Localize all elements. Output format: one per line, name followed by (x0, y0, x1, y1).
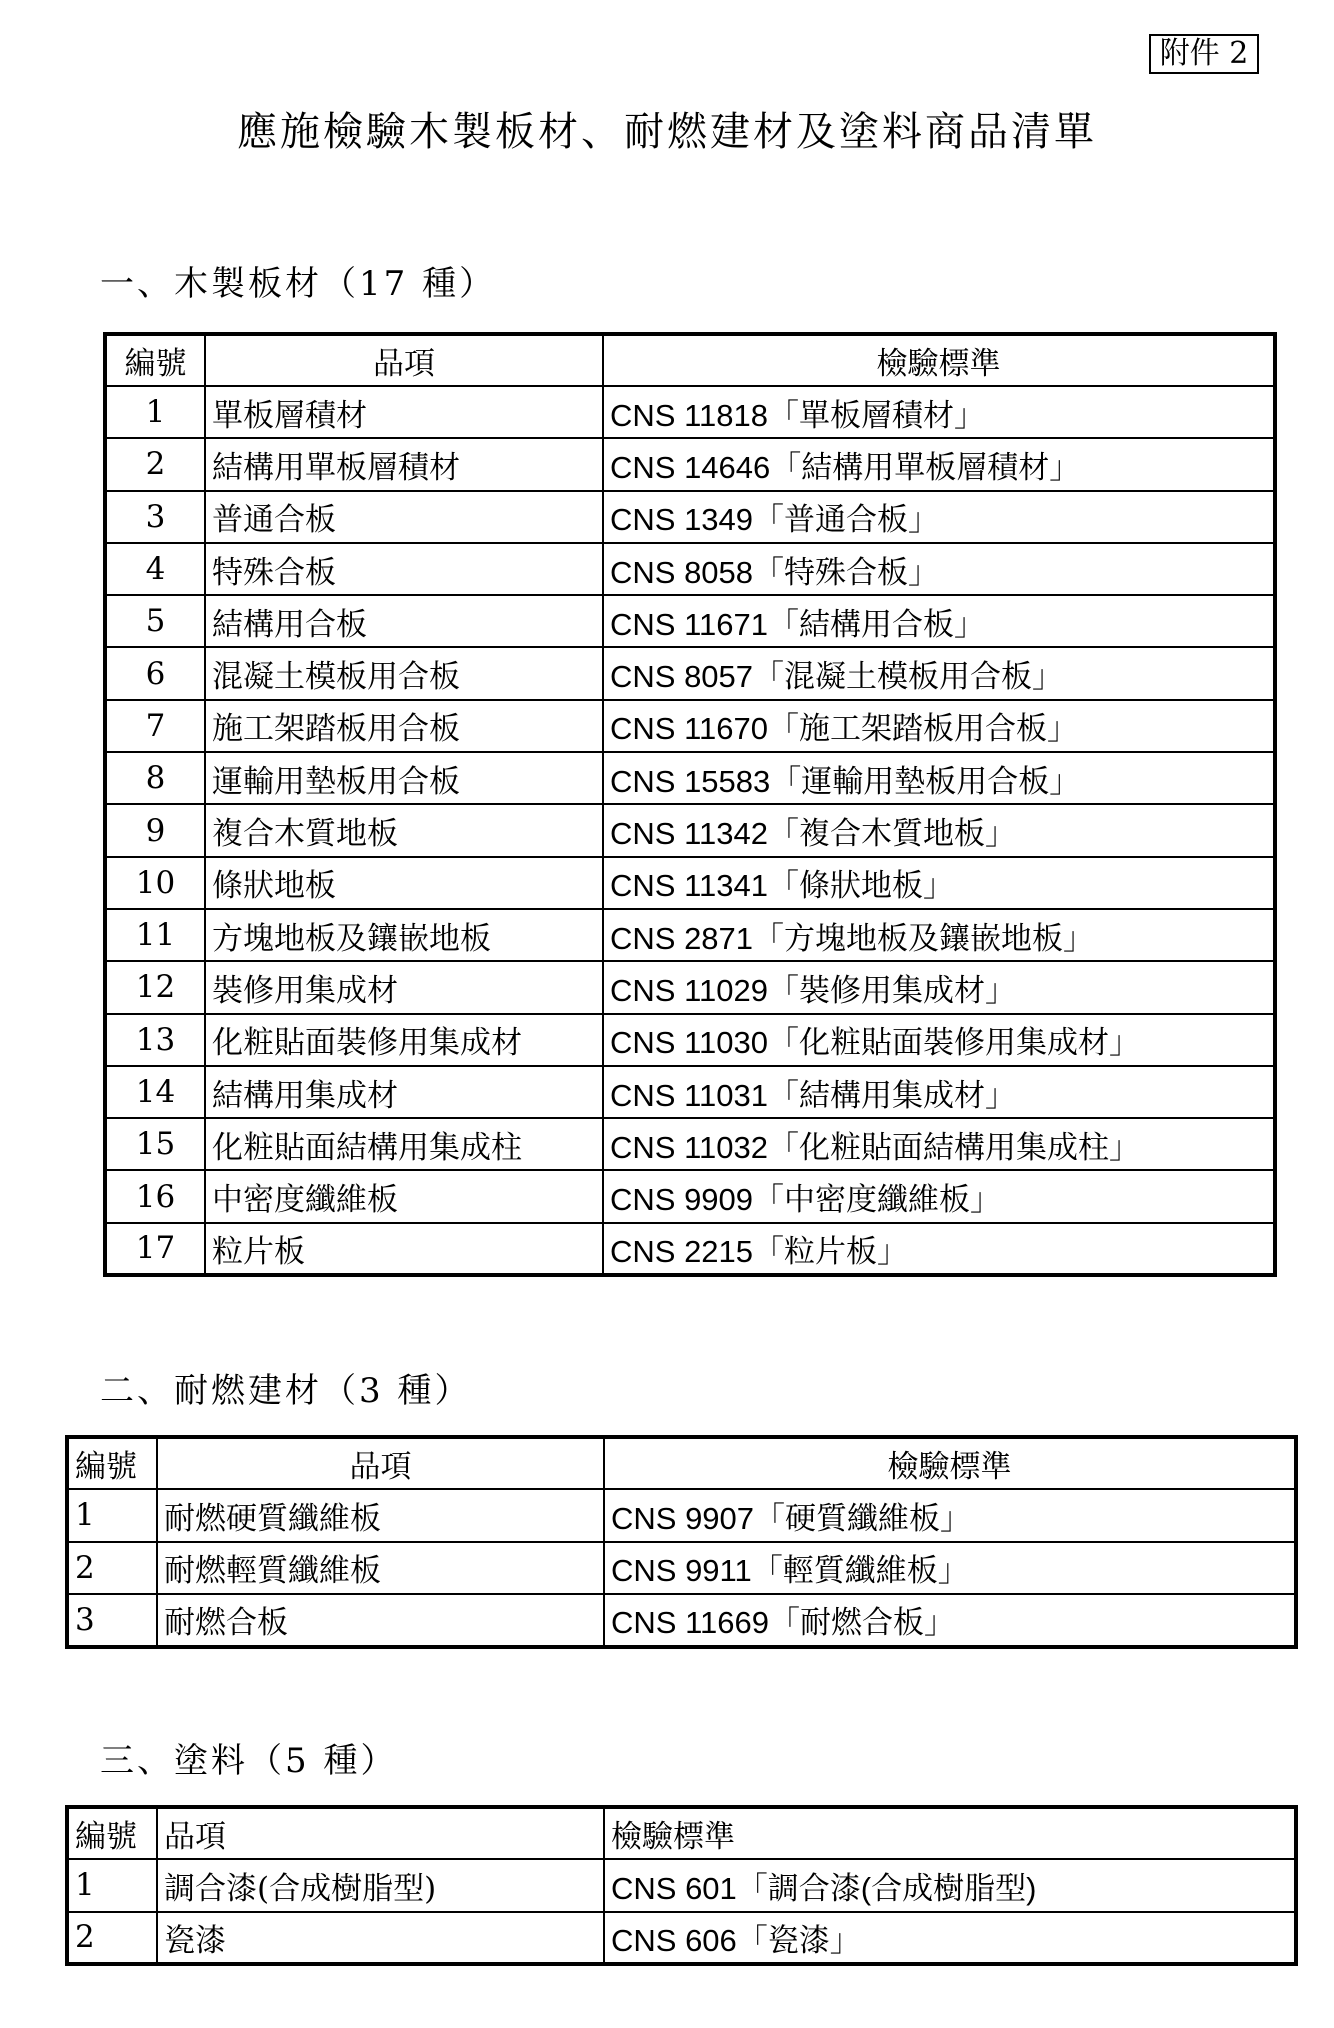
column-header: 品項 (157, 1437, 604, 1489)
standard-cell: CNS 9907「硬質纖維板」 (604, 1489, 1296, 1542)
number-cell: 17 (105, 1223, 205, 1275)
standard-cell: CNS 606「瓷漆」 (604, 1912, 1296, 1965)
standard-cell: CNS 14646「結構用單板層積材」 (603, 438, 1275, 490)
column-header: 編號 (105, 334, 205, 386)
number-cell: 1 (67, 1859, 157, 1912)
item-cell: 耐燃硬質纖維板 (157, 1489, 604, 1542)
number-cell: 12 (105, 961, 205, 1013)
item-cell: 粒片板 (205, 1223, 603, 1275)
table-row (67, 1859, 1296, 1912)
table-row (105, 1223, 1275, 1275)
number-cell: 8 (105, 752, 205, 804)
table-row (105, 1014, 1275, 1066)
attachment-label: 附件 2 (1149, 34, 1259, 74)
item-cell: 方塊地板及鑲嵌地板 (205, 909, 603, 961)
column-header: 編號 (67, 1807, 157, 1859)
column-header: 品項 (205, 334, 603, 386)
standard-cell: CNS 11670「施工架踏板用合板」 (603, 700, 1275, 752)
item-cell: 結構用單板層積材 (205, 438, 603, 490)
standard-cell: CNS 2215「粒片板」 (603, 1223, 1275, 1275)
number-cell: 1 (67, 1489, 157, 1542)
standard-cell: CNS 11032「化粧貼面結構用集成柱」 (603, 1118, 1275, 1170)
item-cell: 運輸用墊板用合板 (205, 752, 603, 804)
item-cell: 瓷漆 (157, 1912, 604, 1965)
standard-cell: CNS 15583「運輸用墊板用合板」 (603, 752, 1275, 804)
number-cell: 13 (105, 1014, 205, 1066)
standard-cell: CNS 11818「單板層積材」 (603, 386, 1275, 438)
table-row (105, 595, 1275, 647)
table-row (67, 1542, 1296, 1595)
table-row (67, 1912, 1296, 1965)
table-header-row (67, 1437, 1296, 1489)
table-row (105, 543, 1275, 595)
item-cell: 耐燃合板 (157, 1594, 604, 1647)
standard-cell: CNS 11030「化粧貼面裝修用集成材」 (603, 1014, 1275, 1066)
number-cell: 15 (105, 1118, 205, 1170)
number-cell: 11 (105, 909, 205, 961)
table-row (105, 909, 1275, 961)
table-row (105, 752, 1275, 804)
table-row (105, 491, 1275, 543)
number-cell: 2 (67, 1542, 157, 1595)
table-row (105, 700, 1275, 752)
item-cell: 複合木質地板 (205, 804, 603, 856)
standard-cell: CNS 11671「結構用合板」 (603, 595, 1275, 647)
standard-cell: CNS 11031「結構用集成材」 (603, 1066, 1275, 1118)
table-header-row (67, 1807, 1296, 1859)
table-row (67, 1594, 1296, 1647)
number-cell: 7 (105, 700, 205, 752)
item-cell: 中密度纖維板 (205, 1170, 603, 1222)
number-cell: 3 (67, 1594, 157, 1647)
section-heading-fire: 二、耐燃建材（3 種） (100, 1371, 472, 1411)
item-cell: 化粧貼面結構用集成柱 (205, 1118, 603, 1170)
table-row (105, 386, 1275, 438)
number-cell: 10 (105, 857, 205, 909)
standard-cell: CNS 2871「方塊地板及鑲嵌地板」 (603, 909, 1275, 961)
standard-cell: CNS 9909「中密度纖維板」 (603, 1170, 1275, 1222)
item-cell: 耐燃輕質纖維板 (157, 1542, 604, 1595)
column-header: 檢驗標準 (603, 334, 1275, 386)
number-cell: 5 (105, 595, 205, 647)
column-header: 檢驗標準 (604, 1437, 1296, 1489)
standard-cell: CNS 8057「混凝土模板用合板」 (603, 647, 1275, 699)
number-cell: 2 (105, 438, 205, 490)
item-cell: 特殊合板 (205, 543, 603, 595)
number-cell: 1 (105, 386, 205, 438)
column-header: 編號 (67, 1437, 157, 1489)
standard-cell: CNS 8058「特殊合板」 (603, 543, 1275, 595)
item-cell: 施工架踏板用合板 (205, 700, 603, 752)
table-row (105, 804, 1275, 856)
table-row (105, 438, 1275, 490)
table-row (105, 1066, 1275, 1118)
section-heading-wood: 一、木製板材（17 種） (100, 264, 497, 304)
item-cell: 結構用集成材 (205, 1066, 603, 1118)
standard-cell: CNS 11669「耐燃合板」 (604, 1594, 1296, 1647)
item-cell: 化粧貼面裝修用集成材 (205, 1014, 603, 1066)
standard-cell: CNS 11342「複合木質地板」 (603, 804, 1275, 856)
standard-cell: CNS 1349「普通合板」 (603, 491, 1275, 543)
number-cell: 6 (105, 647, 205, 699)
table-row (105, 1170, 1275, 1222)
table-wood-panels (103, 332, 1277, 1277)
table-row (105, 961, 1275, 1013)
table-row (105, 1118, 1275, 1170)
standard-cell: CNS 11341「條狀地板」 (603, 857, 1275, 909)
standard-cell: CNS 9911「輕質纖維板」 (604, 1542, 1296, 1595)
item-cell: 調合漆(合成樹脂型) (157, 1859, 604, 1912)
item-cell: 裝修用集成材 (205, 961, 603, 1013)
number-cell: 4 (105, 543, 205, 595)
table-row (105, 647, 1275, 699)
table-row (105, 857, 1275, 909)
standard-cell: CNS 11029「裝修用集成材」 (603, 961, 1275, 1013)
item-cell: 混凝土模板用合板 (205, 647, 603, 699)
item-cell: 單板層積材 (205, 386, 603, 438)
number-cell: 16 (105, 1170, 205, 1222)
number-cell: 3 (105, 491, 205, 543)
item-cell: 條狀地板 (205, 857, 603, 909)
number-cell: 9 (105, 804, 205, 856)
table-row (67, 1489, 1296, 1542)
column-header: 檢驗標準 (604, 1807, 1296, 1859)
table-header-row (105, 334, 1275, 386)
item-cell: 結構用合板 (205, 595, 603, 647)
item-cell: 普通合板 (205, 491, 603, 543)
page-title: 應施檢驗木製板材、耐燃建材及塗料商品清單 (237, 109, 1097, 155)
number-cell: 2 (67, 1912, 157, 1965)
number-cell: 14 (105, 1066, 205, 1118)
standard-cell: CNS 601「調合漆(合成樹脂型) (604, 1859, 1296, 1912)
table-fire-resistant (65, 1435, 1298, 1649)
section-heading-paint: 三、塗料（5 種） (100, 1741, 398, 1781)
column-header: 品項 (157, 1807, 604, 1859)
table-paints (65, 1805, 1298, 1966)
